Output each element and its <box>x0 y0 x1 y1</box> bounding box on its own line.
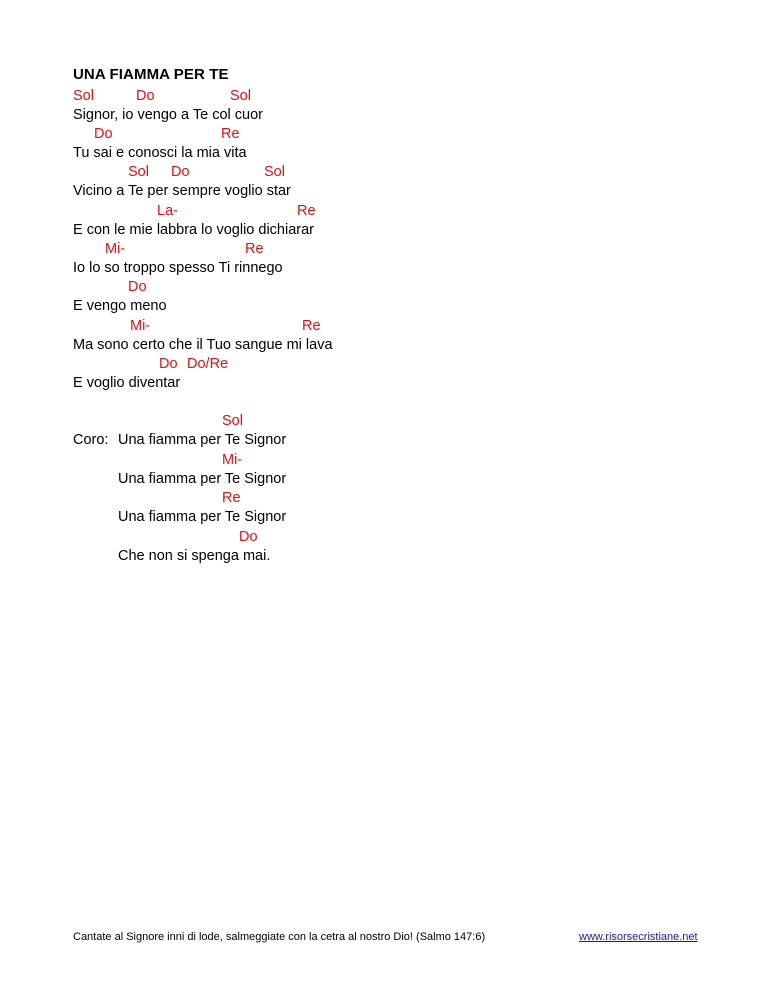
chord: Do <box>171 164 190 180</box>
chord: Do <box>94 126 113 142</box>
lyric-line: Che non si spenga mai. <box>118 548 271 564</box>
lyric-line: E con le mie labbra lo voglio dichiarar <box>73 222 314 238</box>
chord: Do <box>136 88 155 104</box>
lyric-line: Signor, io vengo a Te col cuor <box>73 107 263 123</box>
chord: Re <box>297 203 316 219</box>
chord: Sol <box>128 164 149 180</box>
lyric-line: E vengo meno <box>73 298 167 314</box>
chord: Re <box>222 490 241 506</box>
footer-website-link[interactable]: www.risorsecristiane.net <box>579 931 698 943</box>
chord: Sol <box>73 88 94 104</box>
chord: La- <box>157 203 178 219</box>
chord: Do <box>159 356 178 372</box>
chord: Sol <box>222 413 243 429</box>
lyric-line: Una fiamma per Te Signor <box>118 432 287 448</box>
lyric-line: Tu sai e conosci la mia vita <box>73 145 247 161</box>
chord: Do/Re <box>187 356 229 372</box>
chord: Mi- <box>130 318 151 334</box>
chord: Re <box>221 126 240 142</box>
chord: Re <box>245 241 264 257</box>
chord: Sol <box>230 88 251 104</box>
chord: Do <box>239 529 258 545</box>
lyric-line: Vicino a Te per sempre voglio star <box>73 183 291 199</box>
footer-quote: Cantate al Signore inni di lode, salmeggiate con la cetra al nostro Dio! (Salmo 147:6) <box>73 931 486 943</box>
lyric-line: Una fiamma per Te Signor <box>118 509 287 525</box>
song-title: UNA FIAMMA PER TE <box>73 66 229 83</box>
chord: Re <box>302 318 321 334</box>
chord: Sol <box>264 164 285 180</box>
lyric-line: E voglio diventar <box>73 375 181 391</box>
lyric-line: Io lo so troppo spesso Ti rinnego <box>73 260 283 276</box>
chord: Do <box>128 279 147 295</box>
chord: Mi- <box>222 452 243 468</box>
chorus-label: Coro: <box>73 432 109 448</box>
lyric-line: Ma sono certo che il Tuo sangue mi lava <box>73 337 333 353</box>
lyric-line: Una fiamma per Te Signor <box>118 471 287 487</box>
chord: Mi- <box>105 241 126 257</box>
